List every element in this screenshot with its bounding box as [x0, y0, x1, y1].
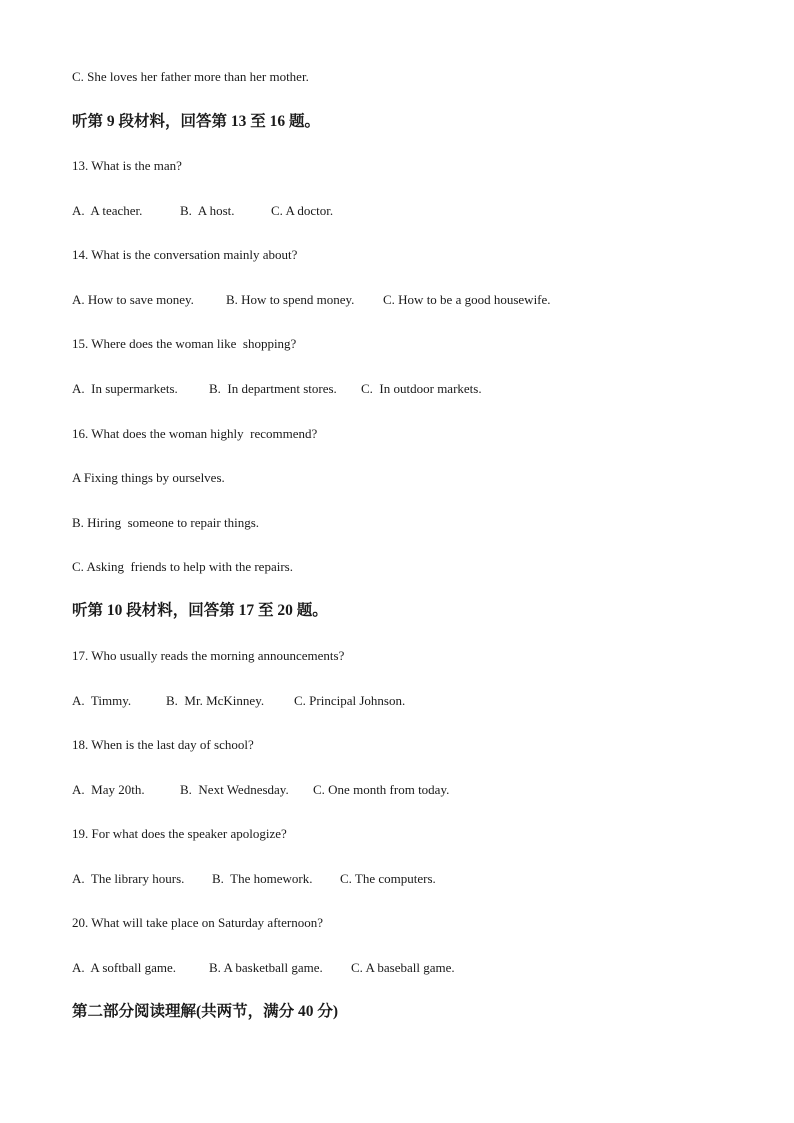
- question-15: 15. Where does the woman like shopping?: [72, 336, 297, 351]
- option-19b: B. The homework.: [212, 871, 313, 886]
- option-19a: A. The library hours.: [72, 871, 185, 886]
- part-two-heading: 第二部分阅读理解(共两节，满分 40 分): [72, 1003, 339, 1020]
- section-heading-10: 听第 10 段材料，回答第 17 至 20 题。: [72, 602, 328, 619]
- question-19: 19. For what does the speaker apologize?: [72, 826, 287, 841]
- option-16c: C. Asking friends to help with the repairs.: [72, 559, 293, 574]
- question-14: 14. What is the conversation mainly about?: [72, 247, 298, 262]
- option-15c: C. In outdoor markets.: [361, 381, 482, 396]
- option-17c: C. Principal Johnson.: [294, 693, 406, 708]
- option-20c: C. A baseball game.: [351, 960, 455, 975]
- option-18c: C. One month from today.: [313, 782, 450, 797]
- option-13a: A. A teacher.: [72, 203, 143, 218]
- question-18: 18. When is the last day of school?: [72, 737, 254, 752]
- question-20: 20. What will take place on Saturday afternoon?: [72, 915, 324, 930]
- option-13c: C. A doctor.: [271, 203, 334, 218]
- question-17: 17. Who usually reads the morning announcements?: [72, 648, 345, 663]
- option-14b: B. How to spend money.: [226, 292, 355, 307]
- option-14c: C. How to be a good housewife.: [383, 292, 551, 307]
- option-19c: C. The computers.: [340, 871, 436, 886]
- question-13: 13. What is the man?: [72, 158, 182, 173]
- option-18b: B. Next Wednesday.: [180, 782, 289, 797]
- option-17b: B. Mr. McKinney.: [166, 693, 265, 708]
- section-heading-9: 听第 9 段材料，回答第 13 至 16 题。: [72, 113, 321, 130]
- option-15b: B. In department stores.: [209, 381, 337, 396]
- option-15a: A. In supermarkets.: [72, 381, 178, 396]
- question-16: 16. What does the woman highly recommend?: [72, 426, 318, 441]
- option-20b: B. A basketball game.: [209, 960, 323, 975]
- option-16a: A Fixing things by ourselves.: [72, 470, 225, 485]
- option-13b: B. A host.: [180, 203, 235, 218]
- option-c-previous: C. She loves her father more than her mother.: [72, 69, 309, 84]
- option-16b: B. Hiring someone to repair things.: [72, 515, 260, 530]
- option-18a: A. May 20th.: [72, 782, 145, 797]
- option-17a: A. Timmy.: [72, 693, 132, 708]
- option-20a: A. A softball game.: [72, 960, 176, 975]
- option-14a: A. How to save money.: [72, 292, 194, 307]
